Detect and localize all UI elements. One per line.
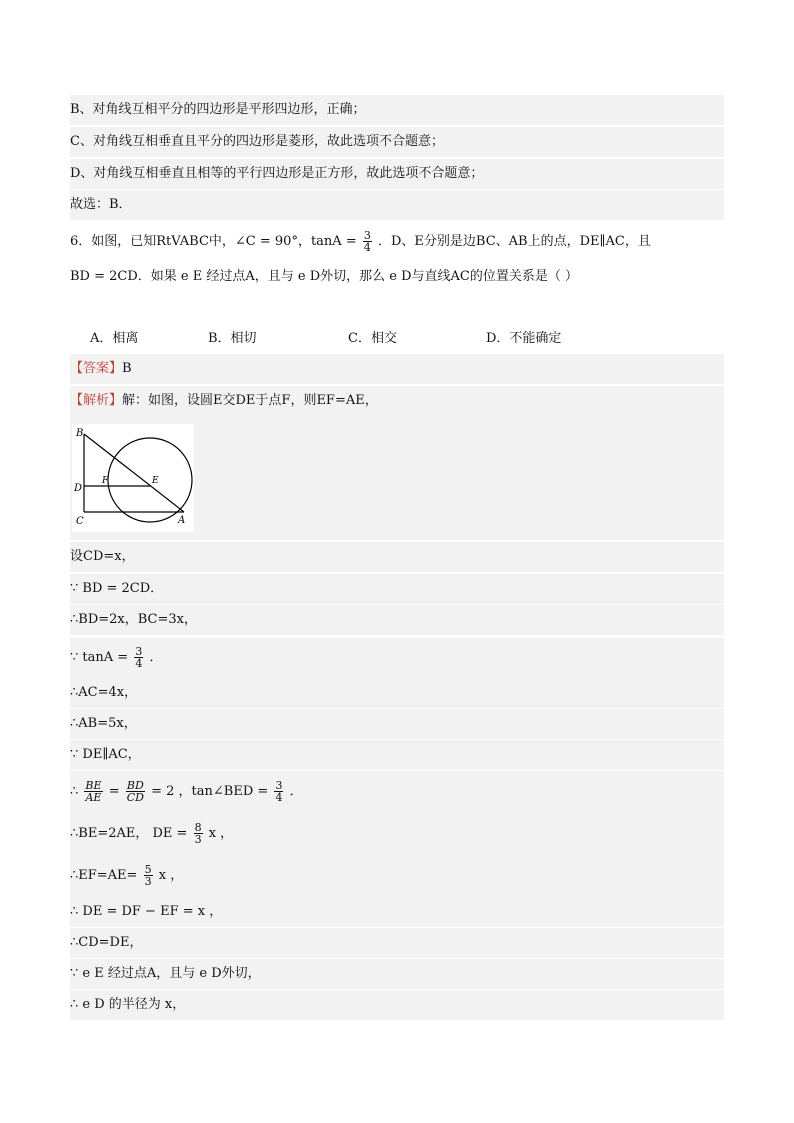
figure-container [70, 416, 724, 540]
geometry-diagram [72, 424, 194, 532]
step-4-text-a: ∵ tanA = [70, 650, 129, 665]
step-9-text-a: ∴BE=2AE， DE = [70, 826, 188, 841]
step-8-fraction-be-ae [84, 780, 102, 803]
circle-e [108, 438, 192, 522]
step-8-f1-denominator: AE [85, 791, 102, 804]
step-10-fraction [144, 864, 153, 887]
step-8-f1-numerator: BE [85, 779, 102, 792]
explanation-d-line: D、对角线互相垂直且相等的平行四边形是正方形，故此选项不合题意； [70, 159, 724, 189]
analysis-label: 【解析】 [70, 393, 123, 408]
question6-tan-numerator: 3 [363, 229, 371, 242]
answer-line [70, 354, 724, 384]
step-4 [70, 638, 724, 678]
label-a: A [178, 515, 186, 526]
step-10-text-a: ∴EF=AE= [70, 868, 138, 883]
step-8-f2-numerator: BD [126, 779, 144, 792]
step-10-denominator: 3 [144, 875, 152, 888]
step-8-f3-denominator: 4 [275, 791, 283, 804]
question6-tan-fraction [363, 230, 372, 253]
step-9-numerator: 8 [194, 821, 202, 834]
question6-line2: BD = 2CD．如果 e E 经过点A，且与 e D外切，那么 e D与直线AC的位置关系是（ ） [70, 269, 578, 284]
label-b: B [76, 428, 84, 439]
geometry-figure [72, 424, 194, 532]
explanation-b-line: B、对角线互相平分的四边形是平形四边形，正确； [70, 95, 724, 125]
step-8-f2-denominator: CD [126, 791, 144, 804]
step-11: ∴ DE = DF − EF = x ， [70, 897, 724, 927]
step-9-fraction [194, 822, 203, 845]
step-8-text-a: ∴ [70, 784, 79, 799]
option-c: C．相交 [348, 331, 397, 346]
step-13: ∵ e E 经过点A，且与 e D外切， [70, 959, 724, 989]
label-e: E [152, 476, 159, 486]
question6-options [70, 325, 724, 353]
step-12: ∴CD=DE， [70, 928, 724, 958]
step-10-text-b: x ， [158, 868, 184, 883]
question6-line1 [70, 226, 724, 258]
question6-line1-text-a: 6．如图，已知RtVABC中，∠C = 90°，tanA = [70, 234, 357, 249]
explanation-choose-line: 故选：B． [70, 190, 724, 220]
step-5: ∴AC=4x， [70, 678, 724, 708]
step-8-fraction-tan [274, 780, 283, 803]
analysis-intro-line [70, 386, 724, 416]
step-1: 设CD=x， [70, 542, 724, 572]
step-8-text-b: = 2 ，tan∠BED = [151, 784, 269, 799]
step-8-equals: = [108, 784, 120, 799]
question6-line1-text-b: ．D、E分别是边BC、AB上的点，DE∥AC，且 [378, 234, 651, 249]
explanation-c-line: C、对角线互相垂直且平分的四边形是菱形，故此选项不合题意； [70, 127, 724, 157]
step-9-text-b: x ， [208, 826, 234, 841]
label-f: F [102, 476, 109, 486]
step-3: ∴BD=2x，BC=3x， [70, 605, 724, 635]
step-6: ∴AB=5x， [70, 709, 724, 739]
option-d: D．不能确定 [486, 331, 562, 346]
step-10-numerator: 5 [144, 863, 152, 876]
step-14: ∴ e D 的半径为 x， [70, 990, 724, 1020]
label-c: C [76, 516, 84, 527]
step-8 [70, 771, 724, 813]
step-8-text-c: ． [289, 784, 303, 799]
step-4-denominator: 4 [135, 657, 143, 670]
step-4-numerator: 3 [135, 645, 143, 658]
option-a: A．相离 [90, 331, 139, 346]
answer-value: B [122, 361, 132, 376]
analysis-intro: 解：如图，设圆E交DE于点F，则EF=AE， [122, 393, 378, 408]
step-2: ∵ BD = 2CD． [70, 574, 724, 604]
step-7: ∵ DE∥AC， [70, 740, 724, 770]
step-8-f3-numerator: 3 [275, 779, 283, 792]
option-b: B．相切 [208, 331, 257, 346]
question6-tan-denominator: 4 [363, 241, 371, 254]
step-10 [70, 855, 724, 897]
answer-label: 【答案】 [70, 361, 123, 376]
segment-ab [84, 434, 184, 512]
step-9-denominator: 3 [194, 833, 202, 846]
step-4-text-b: ． [149, 650, 163, 665]
step-8-fraction-bd-cd [126, 780, 145, 803]
step-4-fraction [134, 646, 143, 669]
step-9 [70, 813, 724, 855]
label-d: D [74, 483, 83, 494]
